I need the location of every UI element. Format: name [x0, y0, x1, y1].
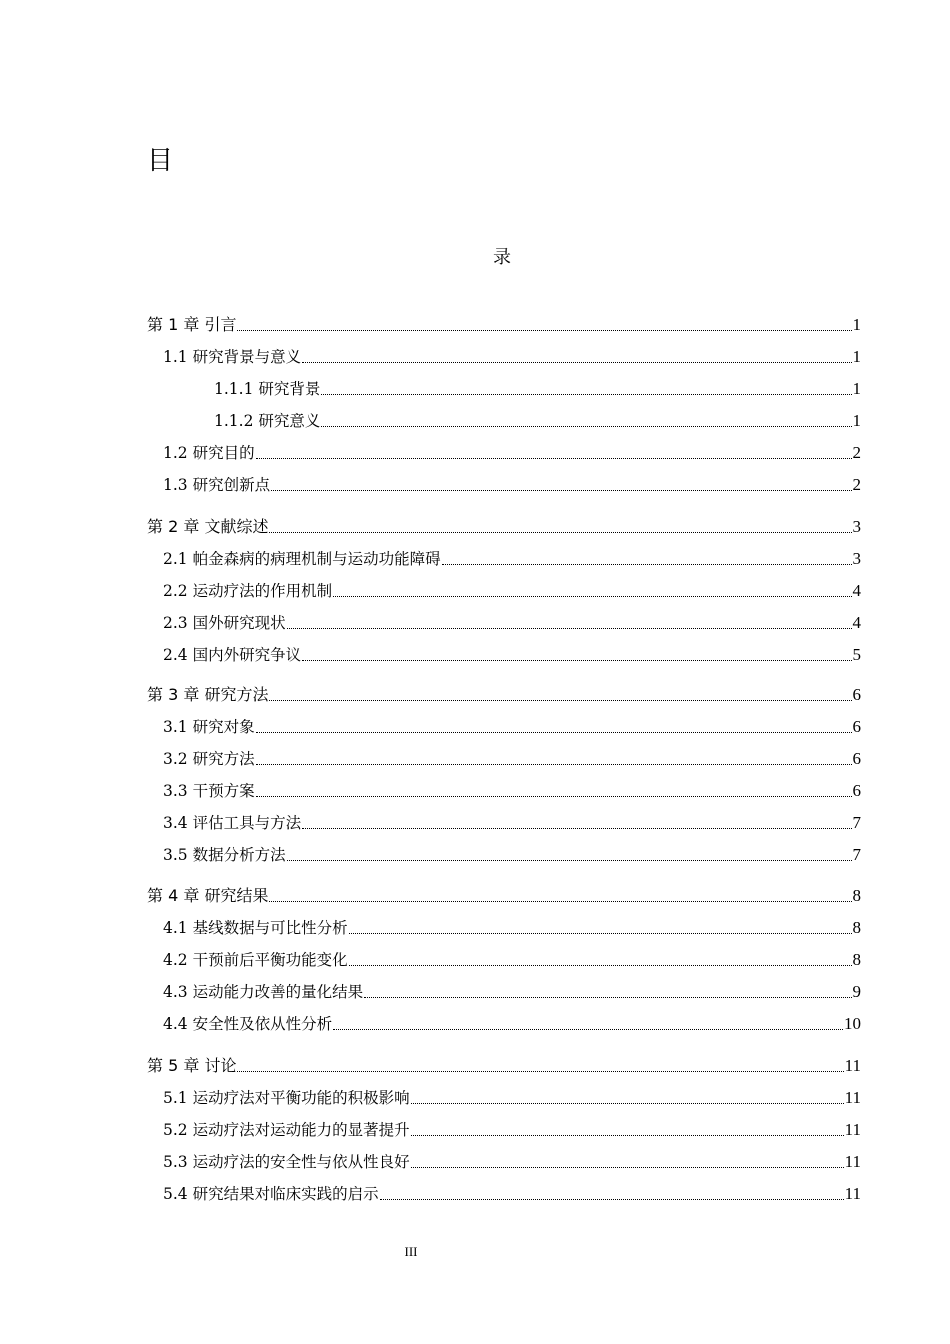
toc-entry-title: 第 2 章 文献综述 [147, 517, 269, 536]
toc-entry-page: 3 [852, 549, 861, 568]
toc-entry-title: 4.3 运动能力改善的量化结果 [163, 983, 364, 1001]
dot-leader [349, 932, 852, 934]
toc-section-entry[interactable] [147, 471, 861, 495]
toc-entry-page: 6 [852, 717, 861, 736]
dot-leader [302, 361, 851, 363]
toc-entry-page: 8 [852, 886, 861, 905]
dot-leader [269, 531, 851, 533]
toc-entry-page: 1 [852, 411, 861, 430]
toc-entry-title: 5.4 研究结果对临床实践的启示 [163, 1185, 379, 1203]
toc-entry-title: 5.2 运动疗法对运动能力的显著提升 [163, 1121, 410, 1139]
toc-entry-title: 3.3 干预方案 [163, 782, 255, 800]
toc-heading-part-1: 目 [147, 146, 174, 176]
dot-leader [302, 659, 851, 661]
toc-chapter-entry[interactable] [147, 513, 861, 537]
dot-leader [333, 595, 851, 597]
toc-entry-title: 1.3 研究创新点 [163, 476, 271, 494]
toc-section-entry[interactable] [147, 1116, 861, 1140]
dot-leader [269, 699, 851, 701]
toc-section-entry[interactable] [147, 1148, 861, 1172]
toc-section-entry[interactable] [147, 375, 861, 399]
toc-section-entry[interactable] [147, 1084, 861, 1108]
toc-section-entry[interactable] [147, 713, 861, 737]
toc-section-entry[interactable] [147, 343, 861, 367]
toc-chapter-entry[interactable] [147, 311, 861, 335]
toc-entry-page: 7 [852, 845, 861, 864]
toc-entry-title: 第 3 章 研究方法 [147, 685, 269, 704]
dot-leader [333, 1028, 843, 1030]
toc-entry-page: 1 [852, 315, 861, 334]
dot-leader [256, 731, 852, 733]
toc-entry-page: 1 [852, 379, 861, 398]
toc-chapter-entry[interactable] [147, 681, 861, 705]
toc-entry-title: 3.1 研究对象 [163, 718, 255, 736]
dot-leader [380, 1198, 844, 1200]
dot-leader [269, 900, 851, 902]
toc-entry-title: 3.2 研究方法 [163, 750, 255, 768]
toc-entry-title: 2.4 国内外研究争议 [163, 646, 302, 664]
dot-leader [287, 859, 852, 861]
dot-leader [321, 393, 851, 395]
toc-entry-title: 第 5 章 讨论 [147, 1056, 237, 1075]
toc-entry-page: 11 [844, 1088, 861, 1107]
toc-section-entry[interactable] [147, 609, 861, 633]
toc-entry-page: 2 [852, 475, 861, 494]
toc-entry-page: 11 [844, 1152, 861, 1171]
toc-entry-page: 8 [852, 918, 861, 937]
dot-leader [442, 563, 852, 565]
toc-entry-page: 8 [852, 950, 861, 969]
toc-entry-page: 6 [852, 685, 861, 704]
toc-section-entry[interactable] [147, 946, 861, 970]
toc-entry-page: 11 [844, 1056, 861, 1075]
toc-entry-title: 4.4 安全性及依从性分析 [163, 1015, 333, 1033]
dot-leader [321, 425, 851, 427]
toc-entry-title: 第 4 章 研究结果 [147, 886, 269, 905]
toc-entry-title: 1.1.2 研究意义 [214, 412, 321, 430]
toc-entry-title: 1.1 研究背景与意义 [163, 348, 302, 366]
toc-section-entry[interactable] [147, 1010, 861, 1034]
toc-section-entry[interactable] [147, 777, 861, 801]
toc-section-entry[interactable] [147, 809, 861, 833]
toc-entry-page: 5 [852, 645, 861, 664]
toc-entry-title: 4.2 干预前后平衡功能变化 [163, 951, 348, 969]
dot-leader [237, 329, 851, 331]
dot-leader [411, 1134, 844, 1136]
toc-section-entry[interactable] [147, 745, 861, 769]
toc-entry-title: 2.1 帕金森病的病理机制与运动功能障碍 [163, 550, 441, 568]
toc-entry-page: 3 [852, 517, 861, 536]
toc-section-entry[interactable] [147, 439, 861, 463]
toc-entry-page: 7 [852, 813, 861, 832]
toc-section-entry[interactable] [147, 841, 861, 865]
dot-leader [411, 1102, 844, 1104]
dot-leader [256, 457, 852, 459]
page-number: III [404, 1244, 418, 1259]
dot-leader [271, 489, 851, 491]
toc-entry-page: 4 [852, 581, 861, 600]
dot-leader [302, 827, 851, 829]
toc-entry-page: 1 [852, 347, 861, 366]
dot-leader [364, 996, 851, 998]
dot-leader [287, 627, 852, 629]
toc-section-entry[interactable] [147, 545, 861, 569]
toc-entry-page: 6 [852, 781, 861, 800]
toc-section-entry[interactable] [147, 577, 861, 601]
dot-leader [411, 1166, 844, 1168]
toc-section-entry[interactable] [147, 914, 861, 938]
toc-section-entry[interactable] [147, 978, 861, 1002]
toc-entry-title: 3.4 评估工具与方法 [163, 814, 302, 832]
toc-entry-page: 4 [852, 613, 861, 632]
toc-entry-title: 4.1 基线数据与可比性分析 [163, 919, 348, 937]
toc-entry-page: 10 [844, 1014, 861, 1033]
dot-leader [256, 763, 852, 765]
toc-entry-title: 1.1.1 研究背景 [214, 380, 321, 398]
toc-entry-title: 5.3 运动疗法的安全性与依从性良好 [163, 1153, 410, 1171]
toc-entry-title: 5.1 运动疗法对平衡功能的积极影响 [163, 1089, 410, 1107]
toc-section-entry[interactable] [147, 641, 861, 665]
toc-entry-title: 3.5 数据分析方法 [163, 846, 286, 864]
toc-entry-page: 11 [844, 1184, 861, 1203]
toc-section-entry[interactable] [147, 407, 861, 431]
toc-entry-title: 第 1 章 引言 [147, 315, 237, 334]
dot-leader [349, 964, 852, 966]
toc-entry-page: 11 [844, 1120, 861, 1139]
toc-entry-page: 2 [852, 443, 861, 462]
toc-chapter-entry[interactable] [147, 882, 861, 906]
toc-heading-part-2: 录 [493, 247, 511, 268]
toc-entry-page: 6 [852, 749, 861, 768]
toc-entry-title: 2.2 运动疗法的作用机制 [163, 582, 333, 600]
toc-entry-title: 2.3 国外研究现状 [163, 614, 286, 632]
toc-entry-title: 1.2 研究目的 [163, 444, 255, 462]
toc-entry-page: 9 [852, 982, 861, 1001]
toc-section-entry[interactable] [147, 1180, 861, 1204]
dot-leader [256, 795, 852, 797]
toc-chapter-entry[interactable] [147, 1052, 861, 1076]
dot-leader [237, 1070, 843, 1072]
